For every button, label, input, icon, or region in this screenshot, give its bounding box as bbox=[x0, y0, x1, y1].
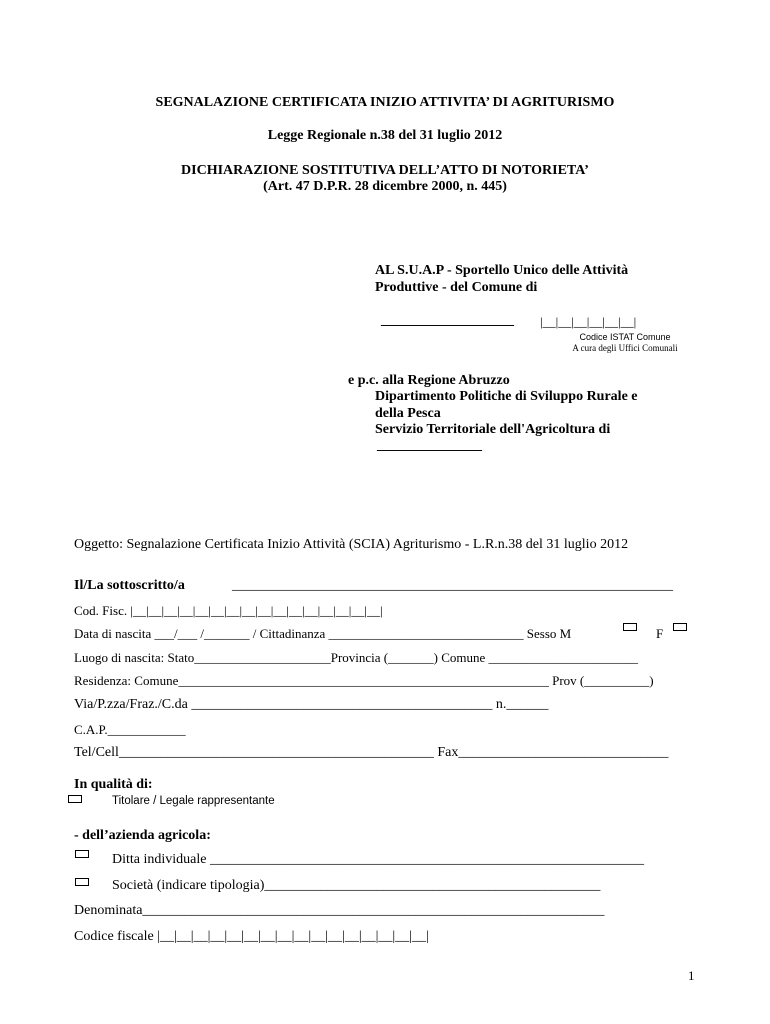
istat-note-2: A cura degli Uffici Comunali bbox=[572, 343, 678, 353]
istat-code-boxes[interactable]: |__|__|__|__|__|__| bbox=[540, 314, 637, 329]
page-number: 1 bbox=[688, 968, 695, 983]
sex-f-checkbox[interactable] bbox=[673, 623, 687, 631]
cc-line-3: della Pesca bbox=[375, 406, 441, 421]
cc-line-4: Servizio Territoriale dell'Agricoltura di bbox=[375, 422, 611, 437]
sex-m-checkbox[interactable] bbox=[623, 623, 637, 631]
individual-checkbox[interactable] bbox=[75, 850, 89, 858]
individual-row[interactable]: Ditta individuale ______________________________________________________________ bbox=[112, 852, 644, 867]
cc-line-1: e p.c. alla Regione Abruzzo bbox=[348, 373, 510, 388]
article-reference: (Art. 47 D.P.R. 28 dicembre 2000, n. 445) bbox=[263, 179, 507, 194]
capacity-options: Titolare / Legale rappresentante bbox=[112, 795, 275, 807]
subject-line: Oggetto: Segnalazione Certificata Inizio Attività (SCIA) Agriturismo - L.R.n.38 del 31 luglio 2012 bbox=[74, 537, 629, 552]
birth-row[interactable]: Data di nascita ___/___ /_______ / Cittadinanza ______________________________ Sesso M bbox=[74, 626, 572, 641]
company-name-row[interactable]: Denominata__________________________________________________________________ bbox=[74, 903, 605, 918]
sex-f-label: F bbox=[656, 626, 664, 641]
society-row[interactable]: Società (indicare tipologia)________________________________________________ bbox=[112, 878, 601, 893]
company-label: - dell’azienda agricola: bbox=[74, 828, 211, 843]
cap-row[interactable]: C.A.P.____________ bbox=[74, 722, 186, 737]
declaration-title: DICHIARAZIONE SOSTITUTIVA DELL’ATTO DI NOTORIETA’ bbox=[181, 163, 589, 178]
comune-blank-field[interactable]: ___________________ bbox=[381, 313, 514, 328]
company-fiscal-code-row[interactable]: Codice fiscale |__|__|__|__|__|__|__|__|__|__|__|__|__|__|__|__| bbox=[74, 929, 429, 944]
law-reference: Legge Regionale n.38 del 31 luglio 2012 bbox=[267, 128, 503, 143]
istat-note-1: Codice ISTAT Comune bbox=[579, 332, 671, 342]
cc-blank-field[interactable]: _______________ bbox=[377, 438, 482, 453]
street-row[interactable]: Via/P.zza/Fraz./C.da ___________________________________________ n.______ bbox=[74, 697, 549, 712]
phone-row[interactable]: Tel/Cell_____________________________________________ Fax______________________________ bbox=[74, 745, 669, 760]
signatory-field[interactable]: _______________________________________________________________ bbox=[232, 578, 673, 593]
capacity-checkbox[interactable] bbox=[68, 795, 82, 803]
document-title: SEGNALAZIONE CERTIFICATA INIZIO ATTIVITA’ DI AGRITURISMO bbox=[155, 95, 615, 110]
capacity-label: In qualità di: bbox=[74, 777, 153, 792]
recipient-line-2: Produttive - del Comune di bbox=[375, 280, 538, 295]
recipient-line-1: AL S.U.A.P - Sportello Unico delle Attività bbox=[375, 263, 629, 278]
residence-row[interactable]: Residenza: Comune_________________________________________________________ Prov (__________) bbox=[74, 673, 654, 688]
birthplace-row[interactable]: Luogo di nascita: Stato_____________________Provincia (_______) Comune _______________________ bbox=[74, 650, 639, 665]
society-checkbox[interactable] bbox=[75, 878, 89, 886]
signatory-label: Il/La sottoscritto/a bbox=[74, 578, 185, 593]
cc-line-2: Dipartimento Politiche di Sviluppo Rurale e bbox=[375, 389, 638, 404]
fiscal-code-row[interactable]: Cod. Fisc. |__|__|__|__|__|__|__|__|__|__|__|__|__|__|__|__| bbox=[74, 603, 383, 618]
